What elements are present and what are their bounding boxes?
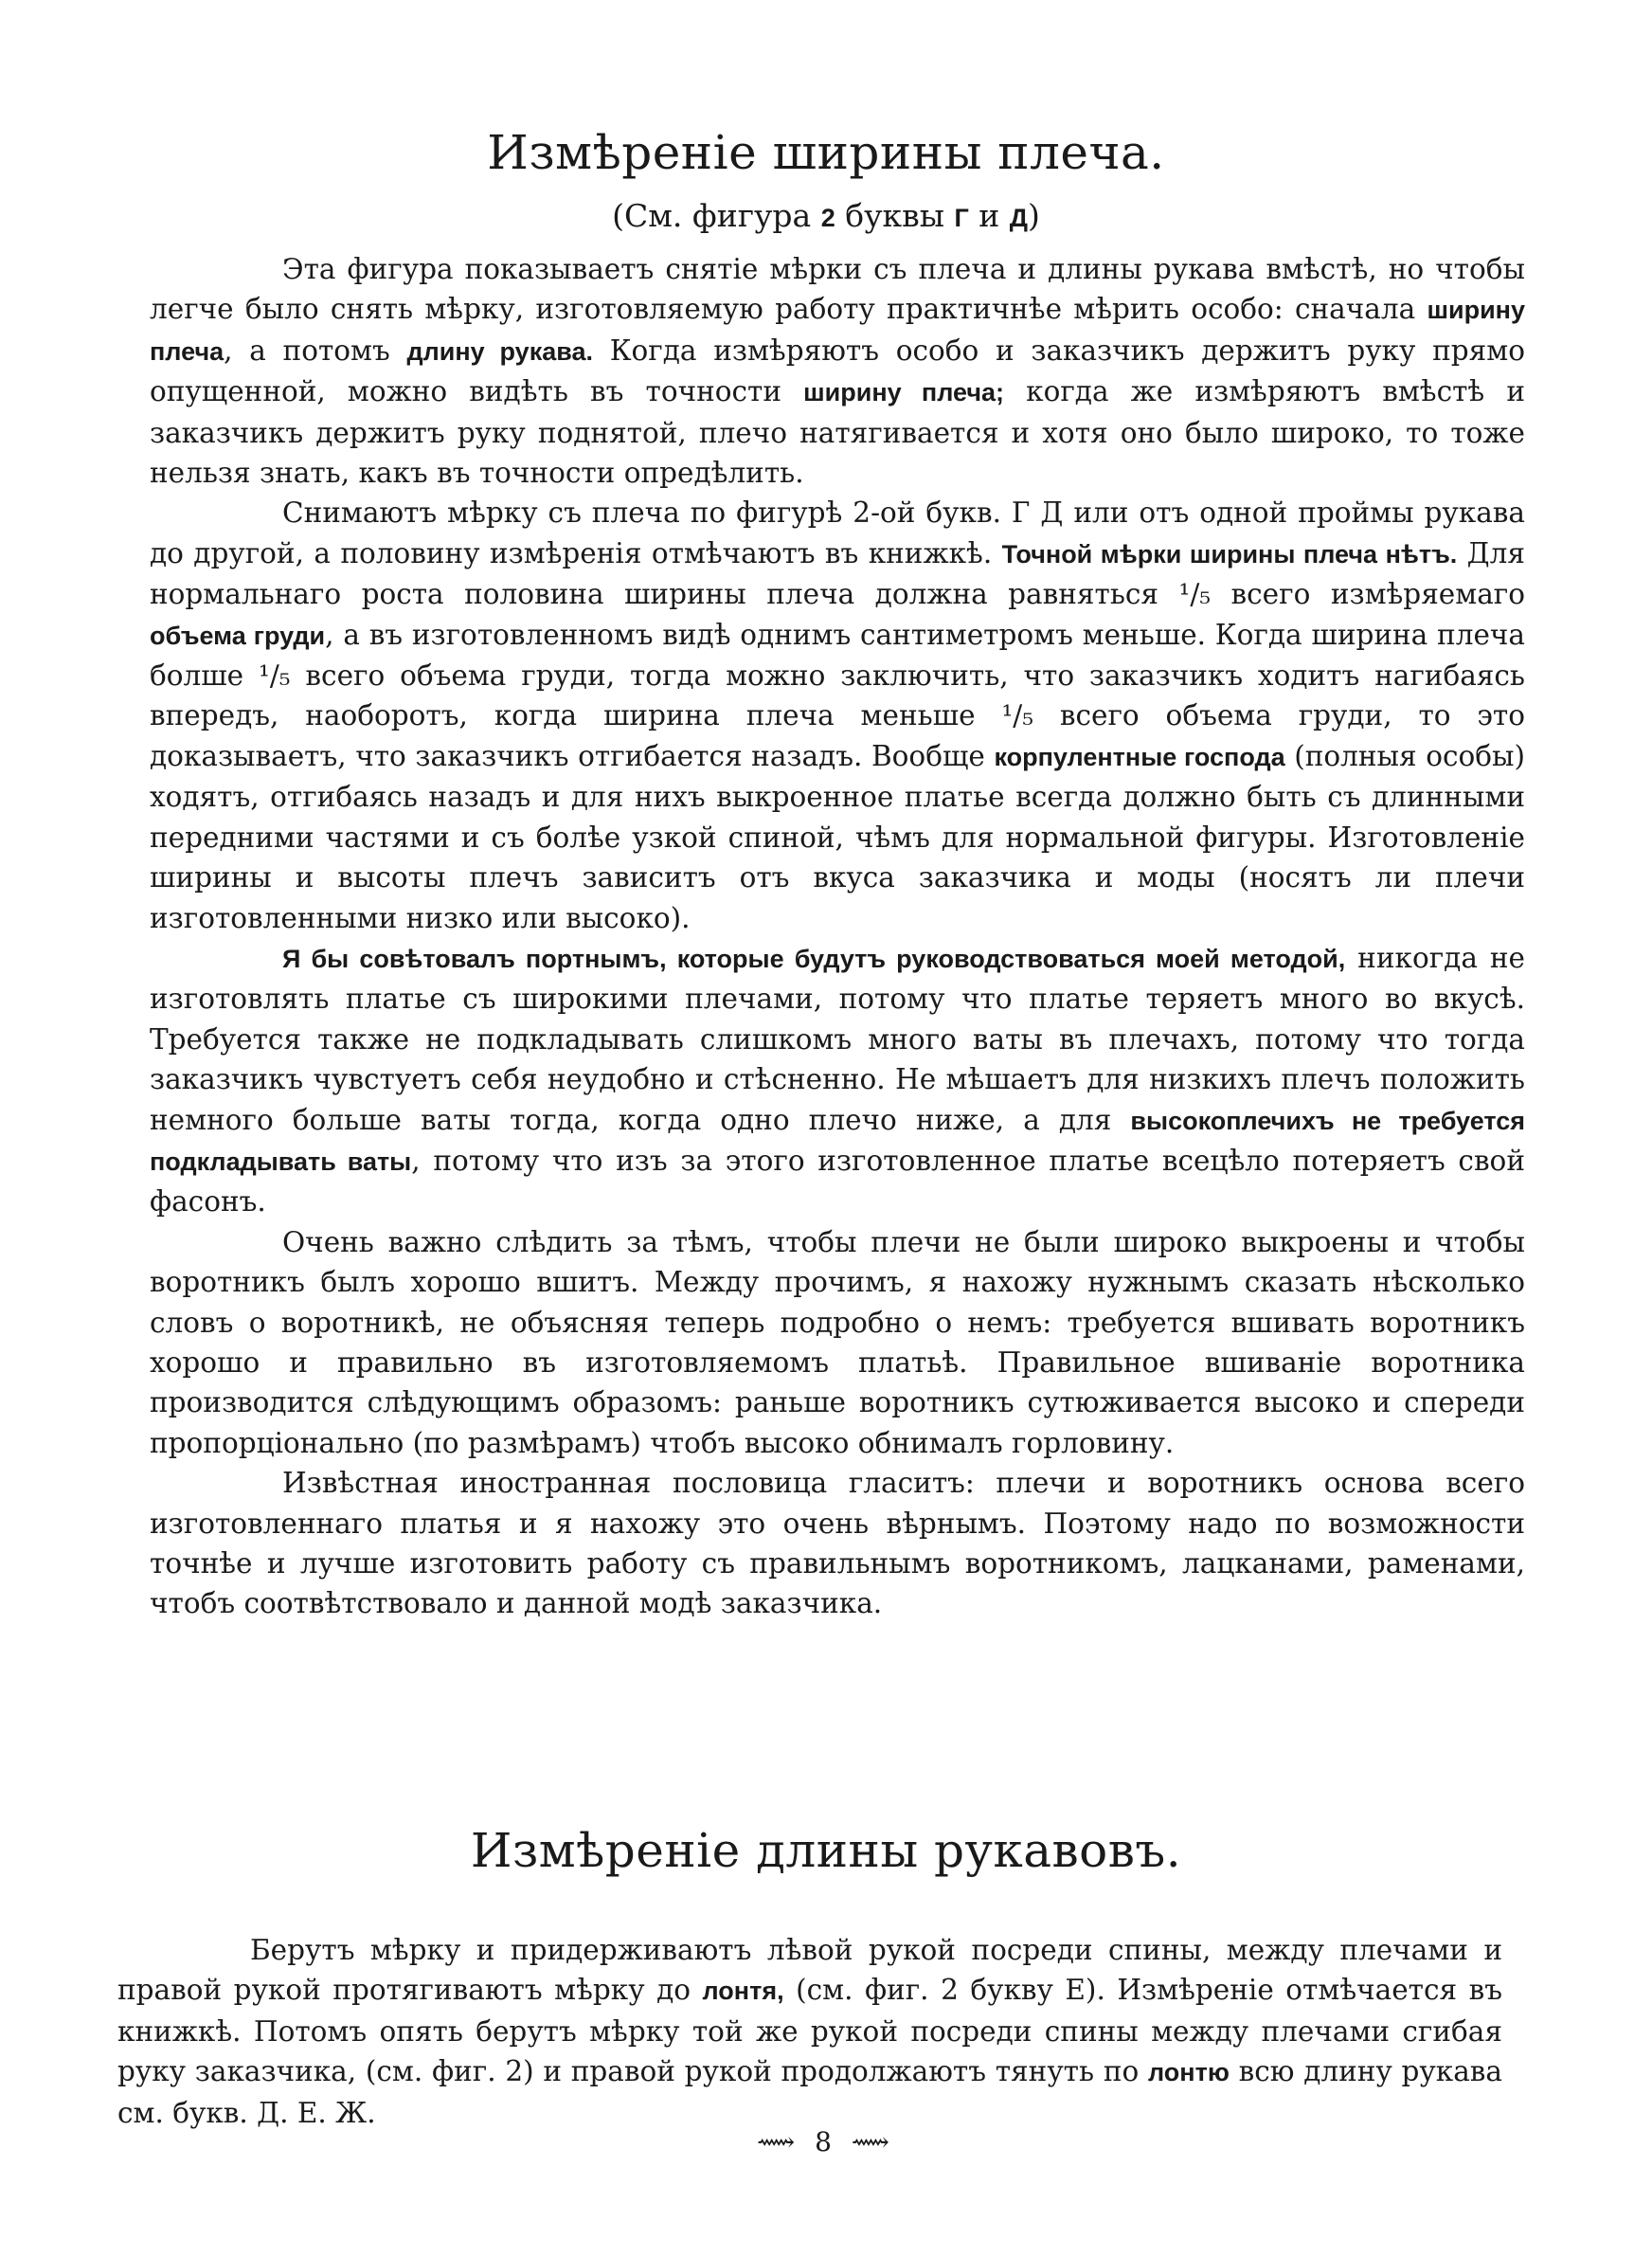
paragraph: Я бы совѣтовалъ портнымъ, которые будутъ руководствоваться моей методой, никогда не изготовлять платье съ широкими плечами, потому что платье теряетъ много во вкусѣ. Требуется также не подкладывать слишкомъ много ваты въ плечахъ, потому что тогда заказчикъ чувстуетъ себя неудобно и стѣсненно. Не мѣшаетъ для низкихъ плечъ положить немного больше ваты тогда, когда одно плечо ниже, а для высокоплечихъ не требуется подкладывать ваты, потому что изъ за этого изготовленное платье всецѣло потеряетъ свой фасонъ. [150, 941, 1525, 1219]
section-title-shoulder-width: Измѣреніе ширины плеча. [487, 125, 1165, 180]
section-title-sleeve-length: Измѣреніе длины рукавовъ. [470, 1823, 1182, 1878]
figure-reference: (См. фигура 2 буквы Г и Д) [612, 197, 1040, 234]
paragraph: Эта фигура показываетъ снятіе мѣрки съ плеча и длины рукава вмѣстѣ, но чтобы легче было снять мѣрку, изготовляемую работу практичнѣе мѣрить особо: сначала ширину плеча, а потомъ длину рукава. Когда измѣряютъ особо и заказчикъ держитъ руку прямо опущенной, можно видѣть въ точности ширину плеча; когда же измѣряютъ вмѣстѣ и заказчикъ держитъ руку поднятой, плечо натягивается и хотя оно было широко, то тоже нельзя знать, какъ въ точности опредѣлить. [150, 253, 1525, 490]
section-body-sleeve-length [117, 1930, 1502, 2133]
page-number: ⟿ 8 ⟿ [757, 2126, 895, 2158]
paragraph: Извѣстная иностранная пословица гласитъ: плечи и воротникъ основа всего изготовленнаго платья и я нахожу это очень вѣрнымъ. Поэтому надо по возможности точнѣе и лучше изготовить работу съ правильнымъ воротникомъ, лацканами, раменами, чтобъ соотвѣтствовало и данной модѣ заказчика. [150, 1467, 1525, 1620]
section-body-shoulder-width [150, 249, 1525, 1624]
paragraph: Очень важно слѣдить за тѣмъ, чтобы плечи не были широко выкроены и чтобы воротникъ былъ хорошо вшитъ. Между прочимъ, я нахожу нужнымъ сказать нѣсколько словъ о воротникѣ, не объясняя теперь подробно о немъ: требуется вшивать воротникъ хорошо и правильно въ изготовляемомъ платьѣ. Правильное вшиваніе воротника производится слѣдующимъ образомъ: раньше воротникъ сутюживается высоко и спереди пропорціонально (по размѣрамъ) чтобъ высоко обнималъ горловину. [150, 1225, 1525, 1459]
paragraph: Берутъ мѣрку и придерживаютъ лѣвой рукой посреди спины, между плечами и правой рукой протягиваютъ мѣрку до лонтя, (см. фиг. 2 букву Е). Измѣреніе отмѣчается въ книжкѣ. Потомъ опять берутъ мѣрку той же рукой посреди спины между плечами сгибая руку заказчика, (см. фиг. 2) и правой рукой продолжаютъ тянуть по лонтю всю длину рукава см. букв. Д. Е. Ж. [117, 1934, 1503, 2129]
paragraph: Снимаютъ мѣрку съ плеча по фигурѣ 2-ой букв. Г Д или отъ одной проймы рукава до другой, а половину измѣренія отмѣчаютъ въ книжкѣ. Точной мѣрки ширины плеча нѣтъ. Для нормальнаго роста половина ширины плеча должна равняться ¹/₅ всего измѣряемаго объема груди, а въ изготовленномъ видѣ однимъ сантиметромъ меньше. Когда ширина плеча болше ¹/₅ всего объема груди, тогда можно заключить, что заказчикъ ходитъ нагибаясь впередъ, наоборотъ, когда ширина плеча меньше ¹/₅ всего объема груди, то это доказываетъ, что заказчикъ отгибается назадъ. Вообще корпулентные господа (полныя особы) ходятъ, отгибаясь назадъ и для нихъ выкроенное платье всегда должно быть съ длинными передними частями и съ болѣе узкой спиной, чѣмъ для нормальной фигуры. Изготовленіе ширины и высоты плечъ зависитъ отъ вкуса заказчика и моды (носятъ ли плечи изготовленными низко или высоко). [150, 497, 1526, 934]
